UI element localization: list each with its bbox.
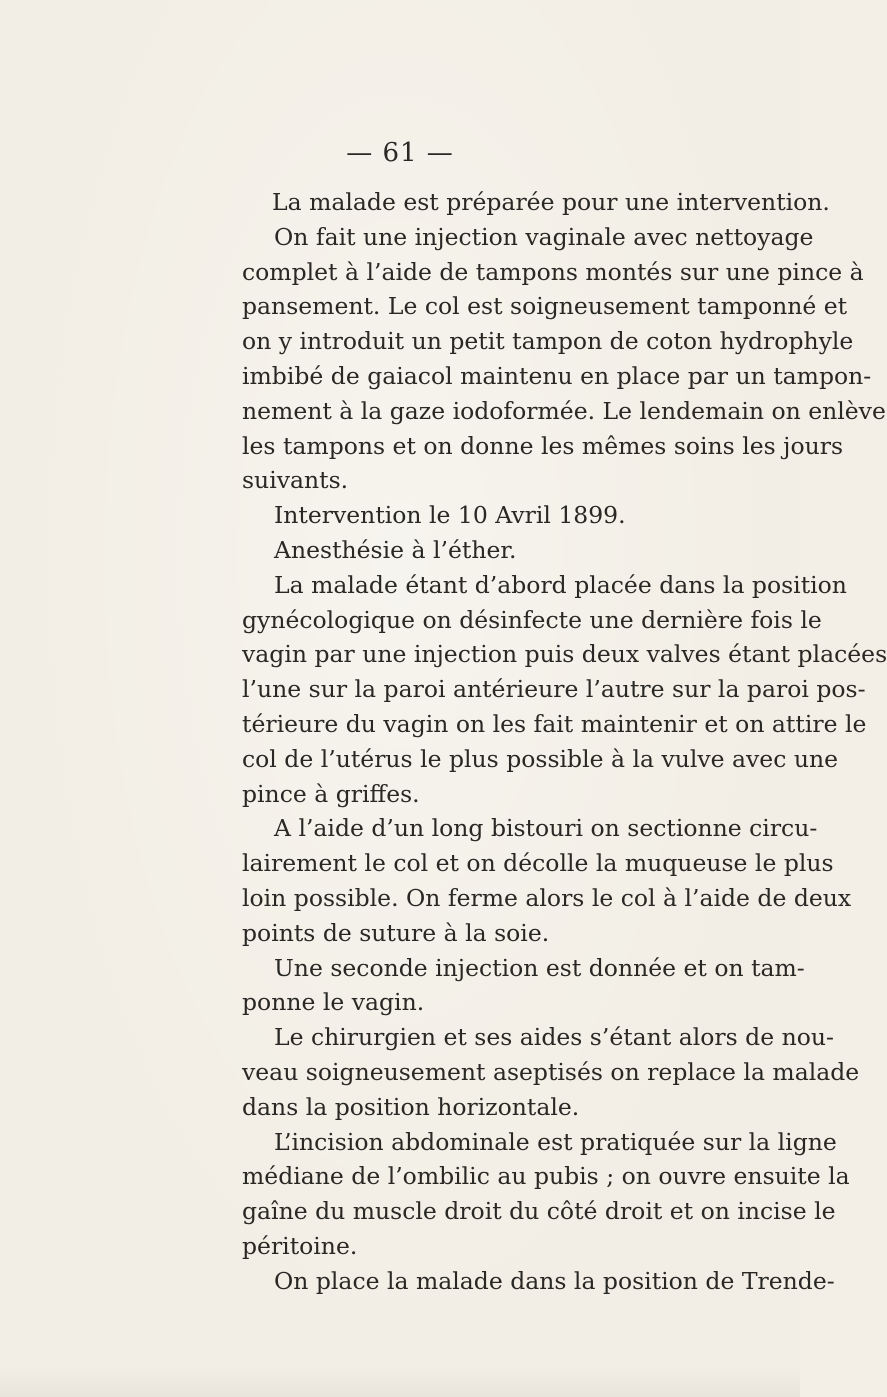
text-line: Une seconde injection est donnée et on tam- [274, 953, 805, 982]
text-line: suivants. [242, 466, 349, 495]
text-line: On place la malade dans la position de Trende- [274, 1266, 835, 1295]
text-line: La malade étant d’abord placée dans la position [274, 570, 847, 599]
text-line: Anesthésie à l’éther. [274, 535, 517, 564]
text-line: ponne le vagin. [242, 988, 425, 1017]
text-line: l’une sur la paroi antérieure l’autre sur la paroi pos- [242, 675, 866, 704]
text-line: veau soigneusement aseptisés on replace la malade [242, 1057, 860, 1086]
text-line: L’incision abdominale est pratiquée sur la ligne [274, 1127, 837, 1156]
text-line: les tampons et on donne les mêmes soins les jours [242, 431, 844, 460]
text-line: gaîne du muscle droit du côté droit et on incise le [242, 1197, 836, 1226]
text-line: On fait une injection vaginale avec nettoyage [274, 222, 814, 251]
text-line: lairement le col et on décolle la muqueuse le plus [242, 849, 834, 878]
text-line: imbibé de gaiacol maintenu en place par un tampon- [242, 361, 872, 390]
text-line: nement à la gaze iodoformée. Le lendemain on enlève [242, 396, 886, 425]
text-line: Intervention le 10 Avril 1899. [274, 501, 626, 530]
text-line: col de l’utérus le plus possible à la vulve avec une [242, 744, 839, 773]
text-line: vagin par une injection puis deux valves étant placées [242, 640, 887, 669]
text-line: péritoine. [242, 1231, 358, 1260]
text-line: loin possible. On ferme alors le col à l’aide de deux [242, 883, 852, 912]
text-line: pansement. Le col est soigneusement tamponné et [242, 292, 848, 321]
text-line: dans la position horizontale. [242, 1092, 580, 1121]
text-line: térieure du vagin on les fait maintenir et on attire le [242, 709, 867, 738]
text-line: points de suture à la soie. [242, 918, 550, 947]
text-line: gynécologique on désinfecte une dernière fois le [242, 605, 822, 634]
page-number: — 61 — [346, 138, 454, 168]
page-bottom-shadow [0, 1367, 800, 1397]
text-line: médiane de l’ombilic au pubis ; on ouvre ensuite la [242, 1162, 850, 1191]
text-line: Le chirurgien et ses aides s’étant alors de nou- [274, 1023, 834, 1052]
text-line: complet à l’aide de tampons montés sur une pince à [242, 257, 864, 286]
text-line: A l’aide d’un long bistouri on sectionne circu- [274, 814, 818, 843]
text-line: on y introduit un petit tampon de coton hydrophyle [242, 327, 854, 356]
text-line: La malade est préparée pour une intervention. [272, 188, 830, 216]
text-line: pince à griffes. [242, 779, 420, 808]
body-text [242, 185, 887, 1299]
